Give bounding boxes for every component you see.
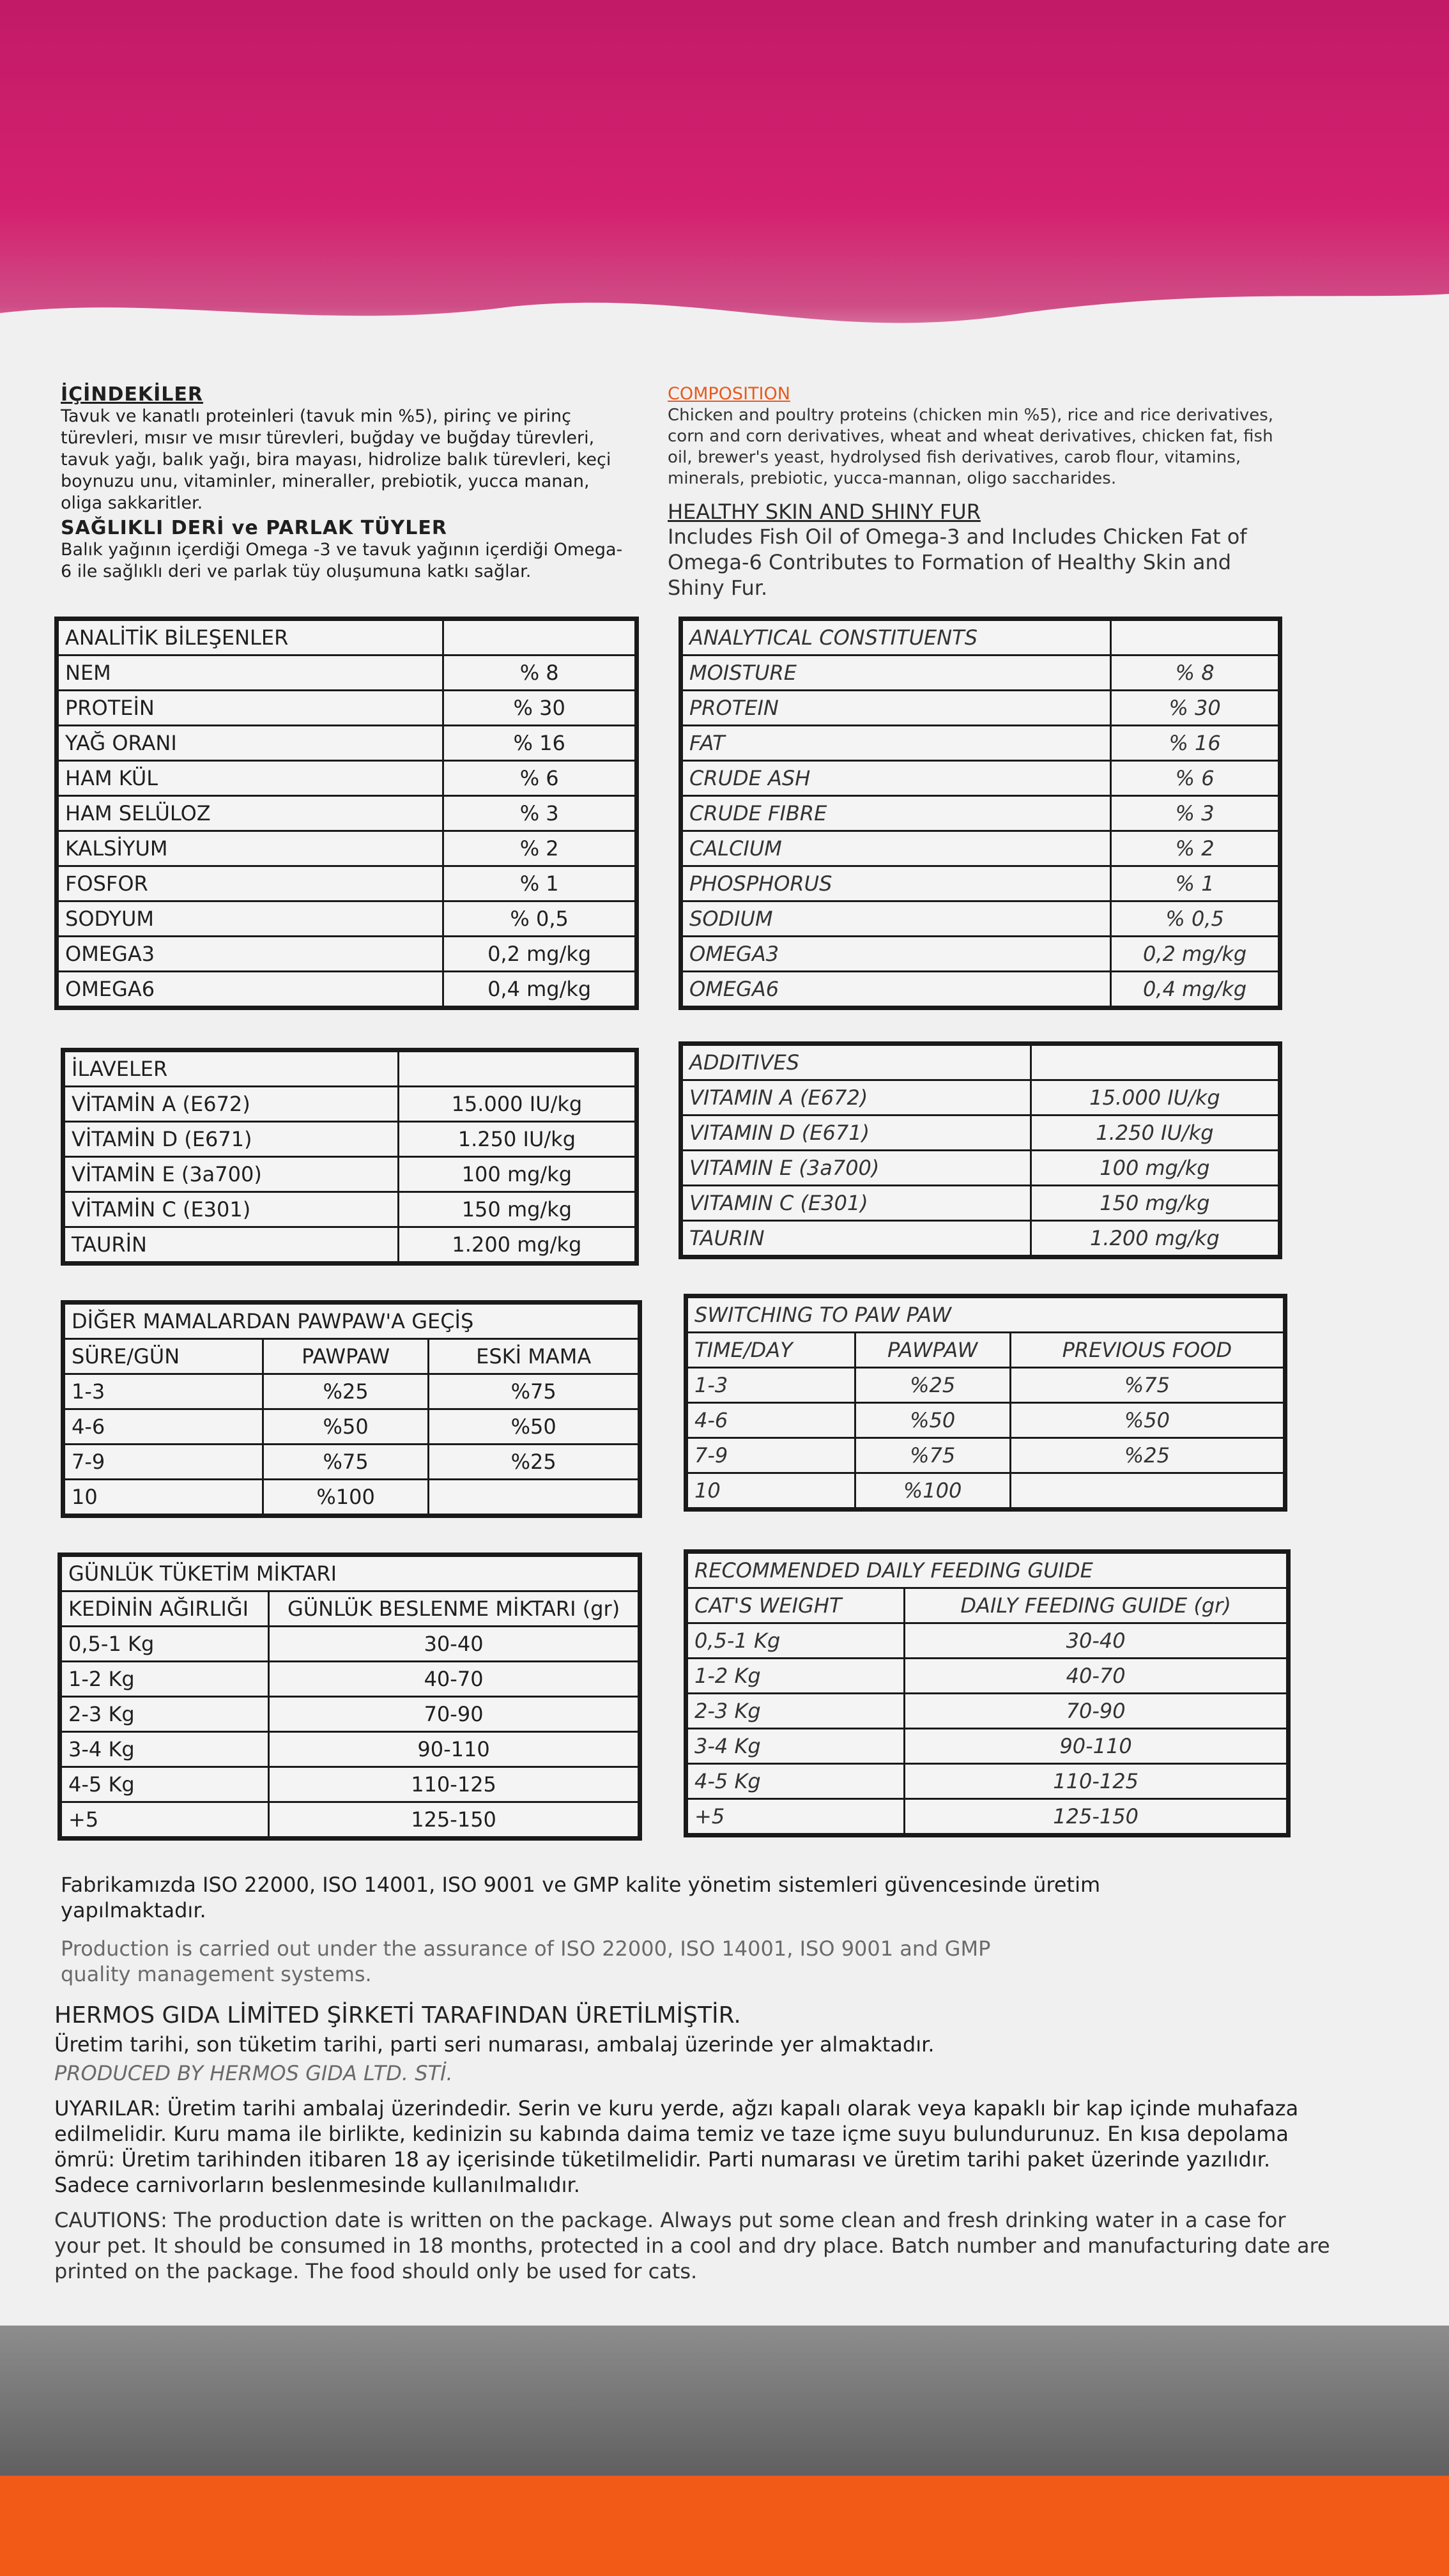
table-row <box>60 1802 640 1839</box>
table-row <box>686 1368 1285 1403</box>
table-cell: 2-3 Kg <box>60 1697 269 1732</box>
table-cell: 0,4 mg/kg <box>443 972 637 1008</box>
table-row <box>681 1186 1280 1221</box>
table-cell: 40-70 <box>269 1662 640 1697</box>
table-cell: NEM <box>57 656 443 691</box>
table-cell: MOISTURE <box>681 656 1111 691</box>
table-row <box>681 1080 1280 1116</box>
table-row <box>686 1438 1285 1473</box>
table-cell: % 8 <box>1111 656 1280 691</box>
table-row <box>57 866 637 901</box>
table-row <box>686 1799 1289 1836</box>
table-row <box>681 796 1280 831</box>
table-cell: 0,5-1 Kg <box>686 1623 905 1659</box>
table-cell: PROTEİN <box>57 691 443 726</box>
table-row <box>686 1764 1289 1799</box>
ingredients-en-heading: COMPOSITION <box>668 384 790 404</box>
table-row <box>57 691 637 726</box>
table-row <box>681 691 1280 726</box>
table-cell: VİTAMİN A (E672) <box>63 1087 399 1122</box>
table-cell: VITAMIN E (3a700) <box>681 1151 1031 1186</box>
table-cell: 0,5-1 Kg <box>60 1627 269 1662</box>
switch-table-tr <box>61 1300 642 1518</box>
table-row <box>57 619 637 656</box>
table-cell: 150 mg/kg <box>1031 1186 1280 1221</box>
table-row <box>681 901 1280 937</box>
table-cell: %100 <box>855 1473 1010 1510</box>
table-cell: TAURİN <box>63 1227 399 1264</box>
table-cell: 100 mg/kg <box>398 1157 636 1192</box>
table-cell: 30-40 <box>905 1623 1289 1659</box>
table-cell: 4-6 <box>686 1403 855 1438</box>
table-header: GÜNLÜK BESLENME MİKTARI (gr) <box>269 1591 640 1627</box>
table-cell: 0,2 mg/kg <box>1111 937 1280 972</box>
table-row <box>57 901 637 937</box>
table-row <box>63 1122 637 1157</box>
table-row <box>686 1403 1285 1438</box>
table-cell: % 8 <box>443 656 637 691</box>
table-row <box>60 1591 640 1627</box>
table-row <box>57 972 637 1008</box>
table-row <box>681 937 1280 972</box>
table-header: DAILY FEEDING GUIDE (gr) <box>905 1588 1289 1623</box>
table-cell: 70-90 <box>269 1697 640 1732</box>
table-row <box>57 656 637 691</box>
table-cell: % 0,5 <box>1111 901 1280 937</box>
table-row <box>63 1227 637 1264</box>
table-header: CAT'S WEIGHT <box>686 1588 905 1623</box>
table-cell: VİTAMİN C (E301) <box>63 1192 399 1227</box>
table-cell: % 3 <box>443 796 637 831</box>
table-cell: VITAMIN D (E671) <box>681 1116 1031 1151</box>
table-cell: HAM SELÜLOZ <box>57 796 443 831</box>
table-title: ANALYTICAL CONSTITUENTS <box>681 619 1111 656</box>
table-row <box>60 1662 640 1697</box>
table-cell: 0,4 mg/kg <box>1111 972 1280 1008</box>
table-row <box>681 1221 1280 1257</box>
dates-note-tr: Üretim tarihi, son tüketim tarihi, parti seri numarası, ambalaj üzerinde yer almaktadır. <box>54 2032 935 2057</box>
table-cell: +5 <box>60 1802 269 1839</box>
table-cell: 1-3 <box>686 1368 855 1403</box>
table-cell: 1.200 mg/kg <box>1031 1221 1280 1257</box>
table-cell: %75 <box>429 1374 640 1409</box>
skin-en-heading: HEALTHY SKIN AND SHINY FUR <box>668 500 981 524</box>
table-row <box>57 796 637 831</box>
table-row <box>63 1303 640 1339</box>
iso-note-en: Production is carried out under the assurance of ISO 22000, ISO 14001, ISO 9001 and GMP quality management systems. <box>61 1936 991 1986</box>
table-cell: 7-9 <box>63 1445 263 1480</box>
table-header: PAWPAW <box>263 1339 429 1374</box>
feeding-table-tr <box>57 1552 642 1841</box>
table-row <box>686 1729 1289 1764</box>
table-row <box>686 1473 1285 1510</box>
table-cell: HAM KÜL <box>57 761 443 796</box>
table-row <box>686 1296 1285 1333</box>
table-cell: CALCIUM <box>681 831 1111 866</box>
producer-en: PRODUCED BY HERMOS GIDA LTD. STİ. <box>54 2061 453 2085</box>
cautions-en: CAUTIONS: The production date is written on the package. Always put some clean and fresh drinking water in a case for your pet. It should be consumed in 18 months, protected in a cool and dry place. Batch number and manufacturing date are printed on the package. The food should only be used for cats. <box>54 2208 1330 2283</box>
table-cell: %50 <box>855 1403 1010 1438</box>
table-row <box>681 761 1280 796</box>
table-cell: OMEGA6 <box>681 972 1111 1008</box>
table-cell: 1.200 mg/kg <box>398 1227 636 1264</box>
table-cell: 4-5 Kg <box>686 1764 905 1799</box>
table-row <box>60 1627 640 1662</box>
orange-package-band <box>0 2476 1449 2576</box>
table-cell: 10 <box>63 1480 263 1516</box>
table-cell: VİTAMİN E (3a700) <box>63 1157 399 1192</box>
warnings-tr: UYARILAR: Üretim tarihi ambalaj üzerindedir. Serin ve kuru yerde, ağzı kapalı olarak veya kapaklı bir kap içinde muhafaza edilmelidir. Kuru mama ile birlikte, kedinizin su kabında daima temiz ve taze içme suyu bulundurunuz. En kısa depolama ömrü: Üretim tarihinden itibaren 18 ay içerisinde tüketilmelidir. Parti numarası ve üretim tarihi paket üzerinde yazılıdır. Sadece carnivorların beslenmesinde kullanılmalıdır. <box>54 2096 1299 2197</box>
table-row <box>63 1087 637 1122</box>
table-cell: %100 <box>263 1480 429 1516</box>
table-cell: 15.000 IU/kg <box>1031 1080 1280 1116</box>
table-row <box>681 1116 1280 1151</box>
table-row <box>57 726 637 761</box>
table-cell: VİTAMİN D (E671) <box>63 1122 399 1157</box>
table-title: ADDITIVES <box>681 1044 1031 1080</box>
table-cell: %75 <box>263 1445 429 1480</box>
table-cell: % 6 <box>1111 761 1280 796</box>
ingredients-tr-heading: İÇİNDEKİLER <box>61 383 203 406</box>
table-cell: 1-3 <box>63 1374 263 1409</box>
iso-note-tr: Fabrikamızda ISO 22000, ISO 14001, ISO 9001 ve GMP kalite yönetim sistemleri güvencesinde üretim yapılmaktadır. <box>61 1873 1101 1922</box>
table-row <box>686 1333 1285 1368</box>
table-cell: OMEGA3 <box>57 937 443 972</box>
table-cell: %25 <box>1010 1438 1285 1473</box>
feeding-table-en <box>684 1549 1291 1837</box>
skin-tr-heading: SAĞLIKLI DERİ ve PARLAK TÜYLER <box>61 517 447 539</box>
table-cell: 110-125 <box>269 1767 640 1802</box>
table-header: PAWPAW <box>855 1333 1010 1368</box>
table-cell: CRUDE ASH <box>681 761 1111 796</box>
table-cell: %25 <box>263 1374 429 1409</box>
table-cell: 3-4 Kg <box>60 1732 269 1767</box>
table-row <box>63 1157 637 1192</box>
table-cell: % 30 <box>1111 691 1280 726</box>
table-cell: % 2 <box>443 831 637 866</box>
table-cell: SODIUM <box>681 901 1111 937</box>
table-cell: 7-9 <box>686 1438 855 1473</box>
table-row <box>57 937 637 972</box>
table-cell: % 1 <box>443 866 637 901</box>
table-cell: % 2 <box>1111 831 1280 866</box>
table-cell: %25 <box>855 1368 1010 1403</box>
analytic-table-tr <box>54 617 639 1010</box>
table-row <box>63 1192 637 1227</box>
switch-table-en <box>684 1294 1287 1512</box>
table-cell: 0,2 mg/kg <box>443 937 637 972</box>
table-cell: % 16 <box>1111 726 1280 761</box>
table-cell: 30-40 <box>269 1627 640 1662</box>
table-cell: 90-110 <box>269 1732 640 1767</box>
table-cell: 2-3 Kg <box>686 1694 905 1729</box>
table-cell: 1-2 Kg <box>686 1659 905 1694</box>
table-cell: 90-110 <box>905 1729 1289 1764</box>
table-row <box>57 831 637 866</box>
table-cell: % 1 <box>1111 866 1280 901</box>
table-cell: +5 <box>686 1799 905 1836</box>
table-cell: 125-150 <box>905 1799 1289 1836</box>
table-row <box>681 726 1280 761</box>
table-cell: %75 <box>1010 1368 1285 1403</box>
table-cell: FOSFOR <box>57 866 443 901</box>
table-title: RECOMMENDED DAILY FEEDING GUIDE <box>686 1552 1289 1588</box>
table-row <box>63 1050 637 1087</box>
table-cell: 150 mg/kg <box>398 1192 636 1227</box>
table-cell: 125-150 <box>269 1802 640 1839</box>
additives-table-tr <box>61 1048 639 1266</box>
ingredients-en <box>668 383 1287 601</box>
table-row <box>686 1694 1289 1729</box>
table-header: PREVIOUS FOOD <box>1010 1333 1285 1368</box>
table-row <box>57 761 637 796</box>
table-cell: 100 mg/kg <box>1031 1151 1280 1186</box>
table-row <box>686 1623 1289 1659</box>
table-row <box>60 1697 640 1732</box>
table-cell: %25 <box>429 1445 640 1480</box>
table-cell: PHOSPHORUS <box>681 866 1111 901</box>
ingredients-tr-text: Tavuk ve kanatlı proteinleri (tavuk min %5), pirinç ve pirinç türevleri, mısır ve mısır türevleri, buğday ve buğday türevleri, tavuk yağı, balık yağı, bira mayası, hidrolize balık türevleri, keçi boynuzu unu, vitaminler, mineraller, prebiotik, yucca manan, oliga sakkaritler. <box>61 406 611 513</box>
table-row <box>686 1588 1289 1623</box>
table-cell: 1-2 Kg <box>60 1662 269 1697</box>
table-row <box>681 831 1280 866</box>
table-cell: OMEGA6 <box>57 972 443 1008</box>
producer-tr: HERMOS GIDA LİMİTED ŞİRKETİ TARAFINDAN ÜRETİLMİŞTİR. <box>54 2002 741 2028</box>
table-row <box>681 866 1280 901</box>
table-title: İLAVELER <box>63 1050 399 1087</box>
table-row <box>681 656 1280 691</box>
table-cell: 4-5 Kg <box>60 1767 269 1802</box>
table-cell: PROTEIN <box>681 691 1111 726</box>
table-cell: TAURIN <box>681 1221 1031 1257</box>
table-row <box>681 619 1280 656</box>
table-cell <box>1010 1473 1285 1510</box>
table-cell: VITAMIN C (E301) <box>681 1186 1031 1221</box>
table-cell: %50 <box>429 1409 640 1445</box>
table-row <box>63 1409 640 1445</box>
table-title: DİĞER MAMALARDAN PAWPAW'A GEÇİŞ <box>63 1303 640 1339</box>
table-title: GÜNLÜK TÜKETİM MİKTARI <box>60 1555 640 1591</box>
skin-tr-text: Balık yağının içerdiği Omega -3 ve tavuk yağının içerdiği Omega- 6 ile sağlıklı deri ve parlak tüy oluşumuna katkı sağlar. <box>61 540 623 581</box>
table-cell: 1.250 IU/kg <box>1031 1116 1280 1151</box>
ingredients-en-text: Chicken and poultry proteins (chicken min %5), rice and rice derivatives, corn and corn derivatives, wheat and wheat derivatives, chicken fat, fish oil, brewer's yeast, hydrolysed fish derivatives, carob flour, vitamins, minerals, prebiotic, yucca-mannan, oligo saccharides. <box>668 406 1274 488</box>
table-row <box>681 1044 1280 1080</box>
table-row <box>60 1732 640 1767</box>
table-cell: OMEGA3 <box>681 937 1111 972</box>
table-cell: 3-4 Kg <box>686 1729 905 1764</box>
table-cell: 40-70 <box>905 1659 1289 1694</box>
table-cell: 15.000 IU/kg <box>398 1087 636 1122</box>
table-cell: CRUDE FIBRE <box>681 796 1111 831</box>
table-row <box>686 1659 1289 1694</box>
table-cell: %75 <box>855 1438 1010 1473</box>
additives-table-en <box>678 1041 1282 1259</box>
table-cell: % 16 <box>443 726 637 761</box>
table-row <box>63 1374 640 1409</box>
table-title: SWITCHING TO PAW PAW <box>686 1296 1285 1333</box>
skin-en-text: Includes Fish Oil of Omega-3 and Includes Chicken Fat of Omega-6 Contributes to Formation of Healthy Skin and Shiny Fur. <box>668 525 1247 600</box>
table-row <box>63 1445 640 1480</box>
table-row <box>60 1555 640 1591</box>
table-header: ESKİ MAMA <box>429 1339 640 1374</box>
table-row <box>63 1480 640 1516</box>
table-title: ANALİTİK BİLEŞENLER <box>57 619 443 656</box>
table-header: SÜRE/GÜN <box>63 1339 263 1374</box>
gray-package-band <box>0 2326 1449 2479</box>
table-row <box>60 1767 640 1802</box>
table-cell: %50 <box>263 1409 429 1445</box>
table-cell: 10 <box>686 1473 855 1510</box>
table-cell: FAT <box>681 726 1111 761</box>
table-cell: % 6 <box>443 761 637 796</box>
table-header: TIME/DAY <box>686 1333 855 1368</box>
table-cell: % 3 <box>1111 796 1280 831</box>
table-row <box>681 1151 1280 1186</box>
table-cell: SODYUM <box>57 901 443 937</box>
ingredients-tr <box>61 383 636 583</box>
table-cell: %50 <box>1010 1403 1285 1438</box>
table-cell: % 30 <box>443 691 637 726</box>
table-cell: YAĞ ORANI <box>57 726 443 761</box>
table-cell <box>429 1480 640 1516</box>
analytic-table-en <box>678 617 1282 1010</box>
table-header: KEDİNİN AĞIRLIĞI <box>60 1591 269 1627</box>
table-row <box>681 972 1280 1008</box>
table-cell: 70-90 <box>905 1694 1289 1729</box>
table-row <box>63 1339 640 1374</box>
table-row <box>686 1552 1289 1588</box>
table-cell: 1.250 IU/kg <box>398 1122 636 1157</box>
table-cell: 4-6 <box>63 1409 263 1445</box>
table-cell: % 0,5 <box>443 901 637 937</box>
table-cell: KALSİYUM <box>57 831 443 866</box>
table-cell: 110-125 <box>905 1764 1289 1799</box>
table-cell: VITAMIN A (E672) <box>681 1080 1031 1116</box>
